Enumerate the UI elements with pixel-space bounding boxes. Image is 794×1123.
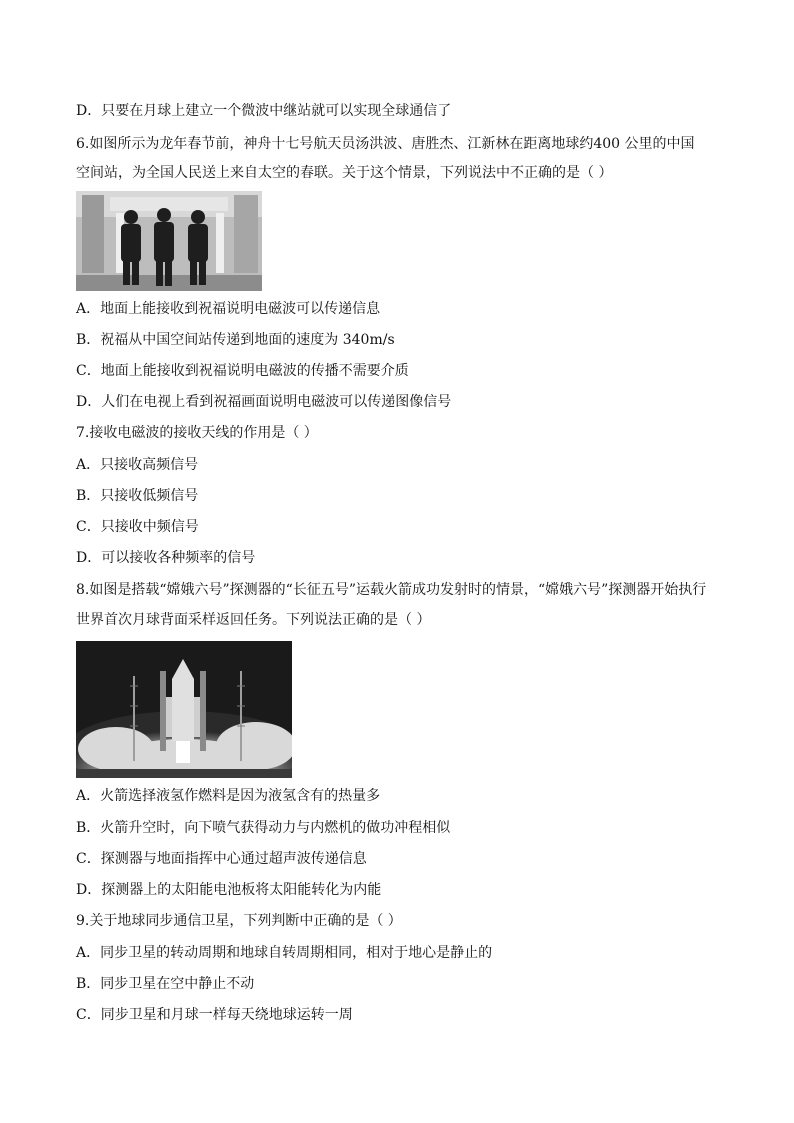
rocket-launch-photo <box>76 641 292 778</box>
q6-option-c: C．地面上能接收到祝福说明电磁波的传播不需要介质 <box>76 363 409 379</box>
q7-option-a: A．只接收高频信号 <box>76 457 199 473</box>
q5-option-d: D．只要在月球上建立一个微波中继站就可以实现全球通信了 <box>76 103 452 119</box>
q7-stem: 7.接收电磁波的接收天线的作用是（ ） <box>76 425 318 441</box>
q8-stem-line-2: 世界首次月球背面采样返回任务。下列说法正确的是（ ） <box>76 612 431 628</box>
q8-option-c: C．探测器与地面指挥中心通过超声波传递信息 <box>76 851 367 867</box>
q8-option-a: A．火箭选择液氢作燃料是因为液氢含有的热量多 <box>76 788 381 804</box>
astronauts-photo <box>76 191 262 291</box>
q8-option-d: D．探测器上的太阳能电池板将太阳能转化为内能 <box>76 882 382 898</box>
q9-option-b: B．同步卫星在空中静止不动 <box>76 976 255 992</box>
q9-option-c: C．同步卫星和月球一样每天绕地球运转一周 <box>76 1007 353 1023</box>
q7-option-d: D．可以接收各种频率的信号 <box>76 550 256 566</box>
q7-option-b: B．只接收低频信号 <box>76 488 199 504</box>
q6-option-a: A．地面上能接收到祝福说明电磁波可以传递信息 <box>76 301 381 317</box>
q6-stem-line-2: 空间站，为全国人民送上来自太空的春联。关于这个情景，下列说法中不正确的是（ ） <box>76 165 613 181</box>
q6-option-d: D．人们在电视上看到祝福画面说明电磁波可以传递图像信号 <box>76 394 452 410</box>
q8-option-b: B．火箭升空时，向下喷气获得动力与内燃机的做功冲程相似 <box>76 820 451 836</box>
q6-stem-line-1: 6.如图所示为龙年春节前，神舟十七号航天员汤洪波、唐胜杰、江新林在距离地球约400 公里的中国 <box>76 136 695 152</box>
q8-stem-line-1: 8.如图是搭载“嫦娥六号”探测器的“长征五号”运载火箭成功发射时的情景，“嫦娥六号”探测器开始执行 <box>76 582 707 598</box>
q7-option-c: C．只接收中频信号 <box>76 519 199 535</box>
q6-option-b: B．祝福从中国空间站传递到地面的速度为 340m/s <box>76 332 395 348</box>
q9-option-a: A．同步卫星的转动周期和地球自转周期相同，相对于地心是静止的 <box>76 945 493 961</box>
q9-stem: 9.关于地球同步通信卫星，下列判断中正确的是（ ） <box>76 913 402 929</box>
